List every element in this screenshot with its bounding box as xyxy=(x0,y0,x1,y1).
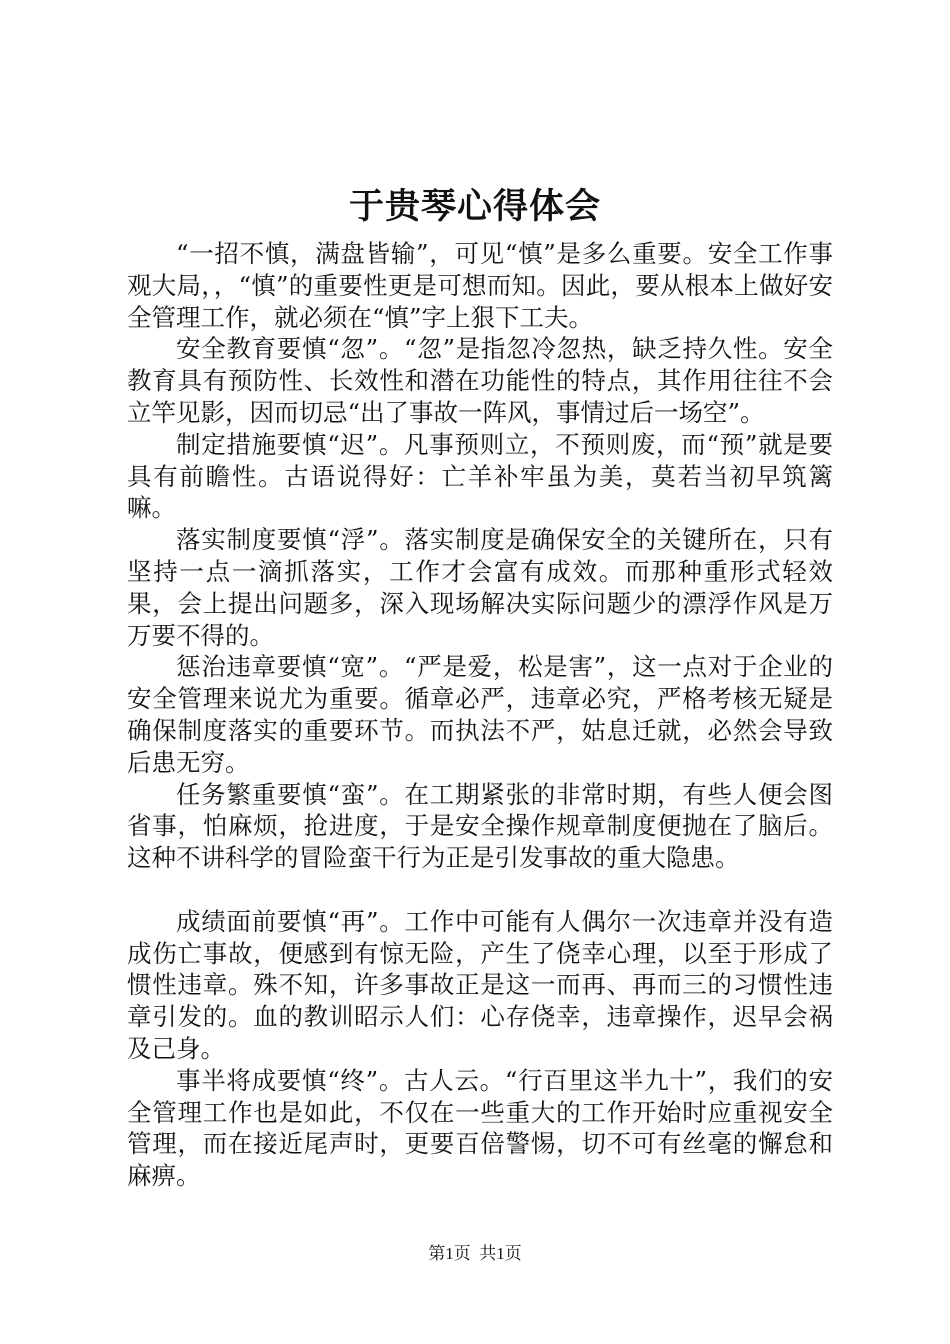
paragraph-completion: 事半将成要慎“终”。古人云。“行百里这半九十”，我们的安全管理工作也是如此，不仅在一些重大的工作开始时应重视安全管理，而在接近尾声时，更要百倍警惕，切不可有丝毫的懈怠和麻痹。 xyxy=(127,1065,833,1191)
paragraph-education: 安全教育要慎“忽”。“忽”是指忽冷忽热，缺乏持久性。安全教育具有预防性、长效性和潜在功能性的特点，其作用往往不会立竿见影，因而切忌“出了事故一阵风，事情过后一场空”。 xyxy=(127,334,833,427)
document-title: 于贵琴心得体会 xyxy=(348,186,601,227)
page-total: 共1页 xyxy=(479,1244,522,1263)
paragraph-violations: 惩治违章要慎“宽”。“严是爱，松是害”，这一点对于企业的安全管理来说尤为重要。循章必严，违章必究，严格考核无疑是确保制度落实的重要环节。而执法不严，姑息迁就，必然会导致后患无穷。 xyxy=(127,652,833,777)
paragraph-intro: “一招不慎，满盘皆输”，可见“慎”是多么重要。安全工作事观大局，，“慎”的重要性更是可想而知。因此，要从根本上做好安全管理工作，就必须在“慎”字上狠下工夫。 xyxy=(127,239,833,332)
page-number: 第1页 xyxy=(428,1244,471,1263)
paragraph-heavy-tasks: 任务繁重要慎“蛮”。在工期紧张的非常时期，有些人便会图省事，怕麻烦，抢进度，于是安全操作规章制度便抛在了脑后。这种不讲科学的冒险蛮干行为正是引发事故的重大隐患。 xyxy=(127,779,833,873)
paragraph-achievements: 成绩面前要慎“再”。工作中可能有人偶尔一次违章并没有造成伤亡事故，便感到有惊无险，产生了侥幸心理，以至于形成了惯性违章。殊不知，许多事故正是这一而再、再而三的习惯性违章引发的。血的教训昭示人们：心存侥幸，违章操作，迟早会祸及己身。 xyxy=(127,906,833,1063)
document-body xyxy=(127,238,833,1192)
paragraph-measures: 制定措施要慎“迟”。凡事预则立，不预则废，而“预”就是要具有前瞻性。古语说得好：亡羊补牢虽为美，莫若当初早筑篱嘛。 xyxy=(127,429,833,523)
paragraph-implementation: 落实制度要慎“浮”。落实制度是确保安全的关键所在，只有坚持一点一滴抓落实，工作才会富有成效。而那种重形式轻效果，会上提出问题多，深入现场解决实际问题少的漂浮作风是万万要不得的。 xyxy=(127,525,833,650)
page-footer xyxy=(0,1243,950,1265)
